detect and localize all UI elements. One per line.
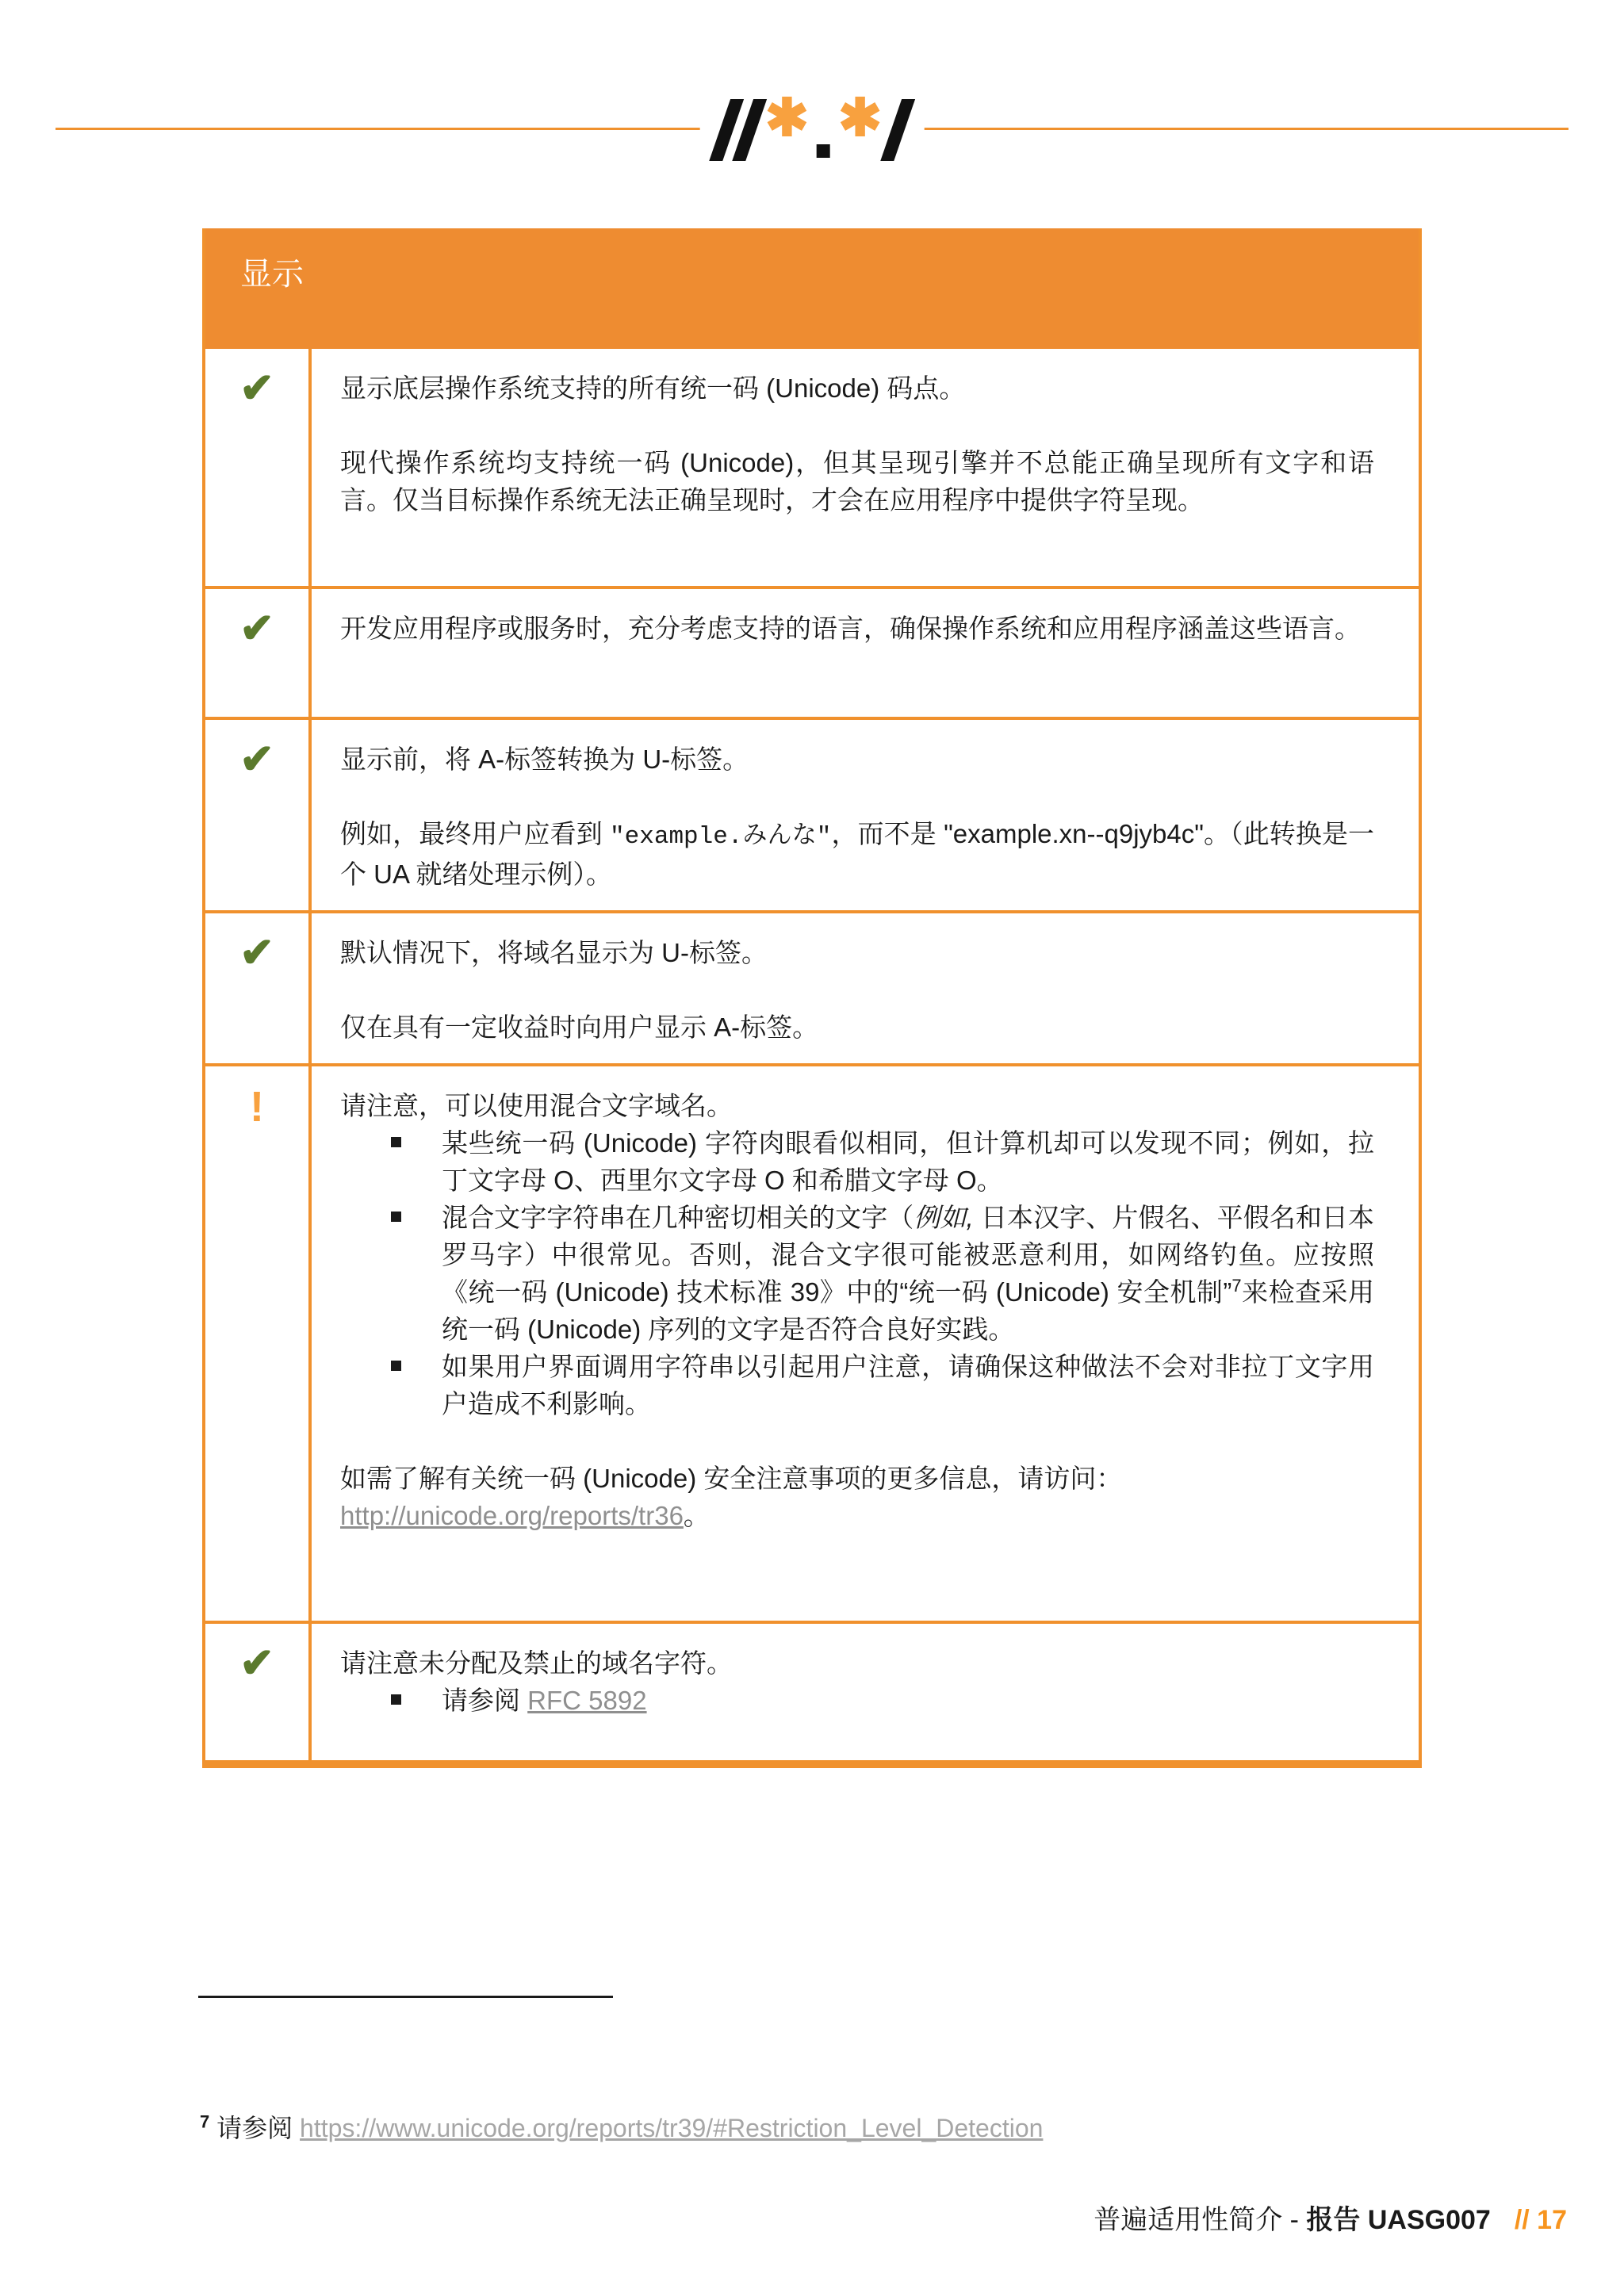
footnote-marker: 7	[200, 2111, 210, 2132]
superscript-reference: 7	[1231, 1276, 1242, 1296]
warning-icon: !	[250, 1083, 264, 1131]
paragraph	[340, 934, 1374, 971]
table-body	[205, 349, 1419, 1760]
text-segment: 某些统一码 (Unicode) 字符肉眼看似相同，但计算机却可以发现不同；例如，拉丁文字母 O、西里尔文字母 O 和希腊文字母 O。	[442, 1128, 1374, 1195]
paragraph	[340, 1087, 1374, 1124]
bullet-list	[340, 1682, 1374, 1719]
table-row	[205, 910, 1419, 1063]
text-segment: 。（此转换是一个 UA 就绪处理示例）。	[340, 819, 1375, 889]
text-segment: 默认情况下，将域名显示为 U-标签。	[340, 938, 768, 967]
text-segment: 如需了解有关统一码 (Unicode) 安全注意事项的更多信息，请访问：	[340, 1464, 1123, 1493]
paragraph-gap	[340, 407, 1374, 444]
text-segment: "example.xn--q9jyb4c"	[944, 819, 1204, 848]
text-segment: 仅在具有一定收益时向用户显示 A-标签。	[340, 1013, 819, 1042]
paragraph	[340, 1460, 1374, 1497]
table-header	[205, 228, 1419, 349]
list-item	[340, 1199, 1374, 1348]
bullet-icon	[391, 1694, 401, 1705]
footer-title: 普遍适用性简介	[1094, 2205, 1283, 2235]
paragraph	[340, 741, 1374, 778]
paragraph-gap	[340, 1422, 1374, 1460]
paragraph	[340, 369, 1374, 407]
paragraph	[340, 444, 1374, 519]
table-row	[205, 586, 1419, 717]
text-segment: 例如，最终用户应看到	[340, 819, 611, 848]
footer-report-id: 报告 UASG007	[1306, 2205, 1491, 2235]
paragraph	[340, 610, 1374, 647]
paragraph	[340, 815, 1374, 893]
check-icon: ✔	[239, 1640, 274, 1686]
check-icon: ✔	[239, 737, 274, 783]
text-segment: 请注意，可以使用混合文字域名。	[340, 1091, 733, 1120]
paragraph-gap	[340, 971, 1374, 1009]
text-segment: 如果用户界面调用字符串以引起用户注意，请确保这种做法不会对非拉丁文字用户造成不利影响。	[442, 1352, 1374, 1418]
text-segment: 混合文字字符串在几种密切相关的文字（	[442, 1203, 914, 1232]
footnote-separator	[198, 1996, 613, 1998]
check-icon: ✔	[239, 606, 274, 652]
table-row	[205, 1621, 1419, 1760]
table-row	[205, 717, 1419, 910]
check-icon: ✔	[239, 930, 274, 976]
table-cell-content	[312, 720, 1419, 910]
bullet-icon	[391, 1137, 401, 1147]
link[interactable]: RFC 5892	[527, 1686, 647, 1715]
text-segment: 日本汉字、片假名、平假名和日本罗马字）中很常见。否则，混合文字很可能被恶意利用，如网络钓鱼。应按照《统一码 (Unicode) 技术标准 39》中的“统一码 (Unicode) 安全机制”	[442, 1203, 1375, 1307]
logo-dot-icon	[817, 144, 830, 158]
text-segment: "example.みんな"	[610, 823, 832, 851]
text-segment: 。	[683, 1501, 710, 1530]
text-segment: 现代操作系统均支持统一码 (Unicode)，但其呈现引擎并不总能正确呈现所有文字和语言。仅当目标操作系统无法正确呈现时，才会在应用程序中提供字符呈现。	[340, 448, 1374, 515]
bullet-icon	[391, 1212, 401, 1222]
text-segment: 显示底层操作系统支持的所有统一码 (Unicode) 码点。	[340, 373, 966, 403]
list-item	[340, 1682, 1374, 1719]
text-segment: 请参阅	[442, 1686, 528, 1715]
check-icon: ✔	[239, 366, 274, 412]
paragraph-gap	[340, 778, 1374, 815]
text-segment: 请注意未分配及禁止的域名字符。	[340, 1648, 733, 1678]
table-cell-content	[312, 1066, 1419, 1621]
footnote-label: 请参阅	[216, 2114, 301, 2142]
list-item	[340, 1348, 1374, 1422]
footer-page-number: // 17	[1514, 2205, 1567, 2235]
text-segment: 例如,	[914, 1203, 974, 1232]
list-item	[340, 1124, 1374, 1199]
logo-asterisk-icon: ✱	[838, 88, 883, 147]
text-segment: 来检查采用统一码 (Unicode) 序列的文字是否符合良好实践。	[442, 1277, 1375, 1344]
footer-dash: -	[1282, 2205, 1307, 2235]
text-segment: ，而不是	[831, 819, 944, 848]
footnote-link[interactable]: https://www.unicode.org/reports/tr39/#Restriction_Level_Detection	[300, 2114, 1044, 2142]
table-cell-content	[312, 349, 1419, 586]
text-segment: 开发应用程序或服务时，充分考虑支持的语言，确保操作系统和应用程序涵盖这些语言。	[340, 614, 1361, 643]
bullet-icon	[391, 1361, 401, 1371]
logo-slash-icon	[880, 99, 915, 161]
table-row	[205, 349, 1419, 586]
table-cell-content	[312, 913, 1419, 1063]
table-row	[205, 1063, 1419, 1621]
paragraph	[340, 1009, 1374, 1046]
table-cell-content	[312, 1624, 1419, 1760]
uasg-logo-icon	[700, 89, 925, 171]
footnote	[200, 2111, 1043, 2146]
link[interactable]: http://unicode.org/reports/tr36	[340, 1501, 684, 1530]
table-header-label: 显示	[240, 257, 304, 292]
logo-asterisk-icon: ✱	[764, 88, 809, 147]
page-footer	[1094, 2198, 1567, 2237]
table-cell-content	[312, 589, 1419, 717]
bullet-list	[340, 1124, 1374, 1422]
display-checklist-table	[202, 228, 1422, 1768]
text-segment: 显示前，将 A-标签转换为 U-标签。	[340, 745, 749, 774]
paragraph	[340, 1497, 1374, 1534]
paragraph	[340, 1644, 1374, 1682]
